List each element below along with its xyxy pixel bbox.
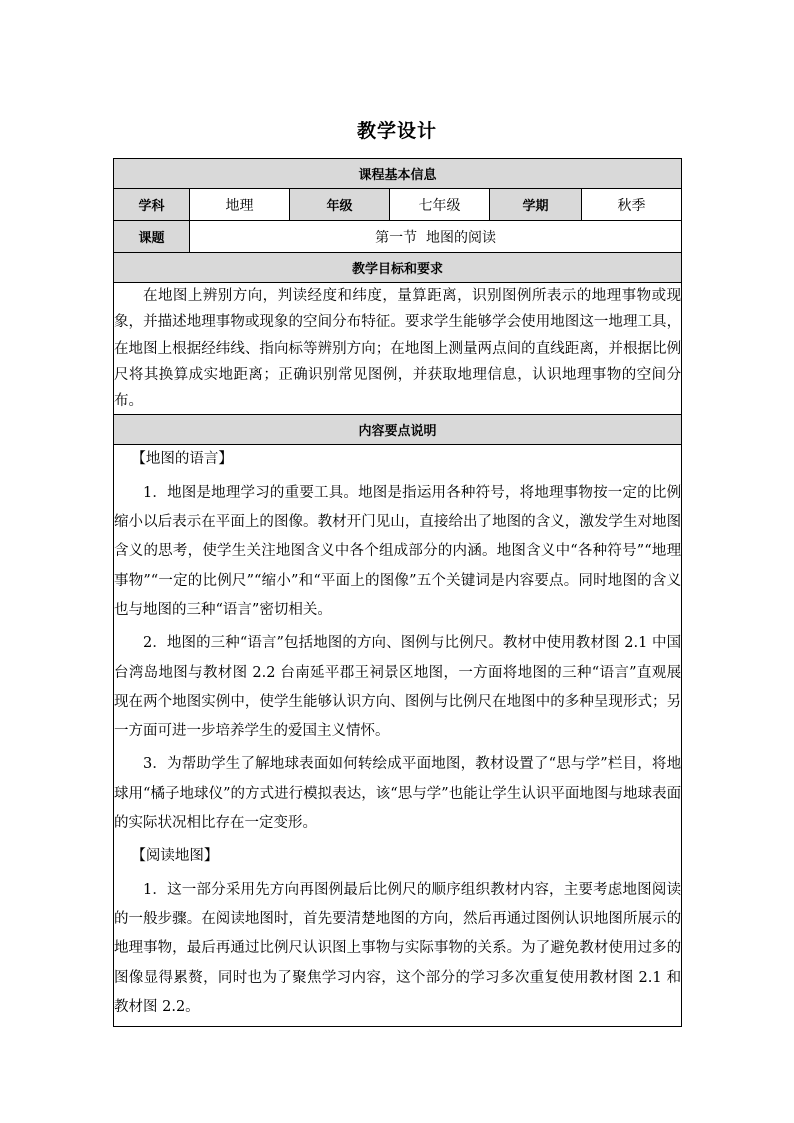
term-label: 学期 <box>490 189 582 221</box>
section-content: 内容要点说明 <box>114 415 682 445</box>
content-paragraph-1: 1．地图是地理学习的重要工具。地图是指运用各种符号，将地理事物按一定的比例缩小以后表示在平面上的图像。教材开门见山，直接给出了地图的含义，激发学生对地图含义的思考，使学生关注地图含义中各个组成部分的内涵。地图含义中“各种符号”“地理事物”“一定的比例尺”“缩小”和“平面上的图像”五个关键词是内容要点。同时地图的含义也与地图的三种“语言”密切相关。 <box>114 484 682 618</box>
content-heading-reading-maps: 【阅读地图】 <box>131 848 219 865</box>
grade-value: 七年级 <box>390 189 490 221</box>
section-basic-info: 课程基本信息 <box>114 159 682 189</box>
content-paragraph-4: 1．这一部分采用先方向再图例最后比例尺的顺序组织教材内容，主要考虑地图阅读的一般步骤。在阅读地图时，首先要清楚地图的方向，然后再通过图例认识地图所展示的地理事物，最后再通过比例尺认识图上事物与实际事物的关系。为了避免教材使用过多的图像显得累赘，同时也为了聚焦学习内容，这个部分的学习多次重复使用教材图 2.1 和教材图 2.2。 <box>114 881 682 1015</box>
subject-label: 学科 <box>114 189 190 221</box>
lesson-design-table <box>113 158 682 1027</box>
topic-label: 课题 <box>114 221 190 253</box>
page-title: 教学设计 <box>356 120 437 142</box>
subject-value: 地理 <box>190 189 290 221</box>
section-goals: 教学目标和要求 <box>114 253 682 283</box>
content-cell <box>114 445 682 1027</box>
content-paragraph-3: 3．为帮助学生了解地球表面如何转绘成平面地图，教材设置了“思与学”栏目，将地球用“橘子地球仪”的方式进行模拟表达，该“思与学”也能让学生认识平面地图与地球表面的实际状况相比存在一定变形。 <box>114 756 682 832</box>
grade-label: 年级 <box>290 189 390 221</box>
goals-paragraph: 在地图上辨别方向，判读经度和纬度，量算距离，识别图例所表示的地理事物或现象，并描述地理事物或现象的空间分布特征。要求学生能够学会使用地图这一地理工具，在地图上根据经纬线、指向标等辨别方向；在地图上测量两点间的直线距离，并根据比例尺将其换算成实地距离；正确识别常见图例，并获取地理信息，认识地理事物的空间分布。 <box>114 288 682 410</box>
topic-value: 第一节 地图的阅读 <box>190 221 682 253</box>
term-value: 秋季 <box>582 189 682 221</box>
content-paragraph-2: 2．地图的三种“语言”包括地图的方向、图例与比例尺。教材中使用教材图 2.1 中国台湾岛地图与教材图 2.2 台南延平郡王祠景区地图，一方面将地图的三种“语言”直观展现在两个地图实例中，使学生能够认识方向、图例与比例尺在地图中的多种呈现形式；另一方面可进一步培养学生的爱国主义情怀。 <box>114 635 682 740</box>
goals-cell <box>114 283 682 415</box>
content-heading-map-language: 【地图的语言】 <box>131 451 233 468</box>
